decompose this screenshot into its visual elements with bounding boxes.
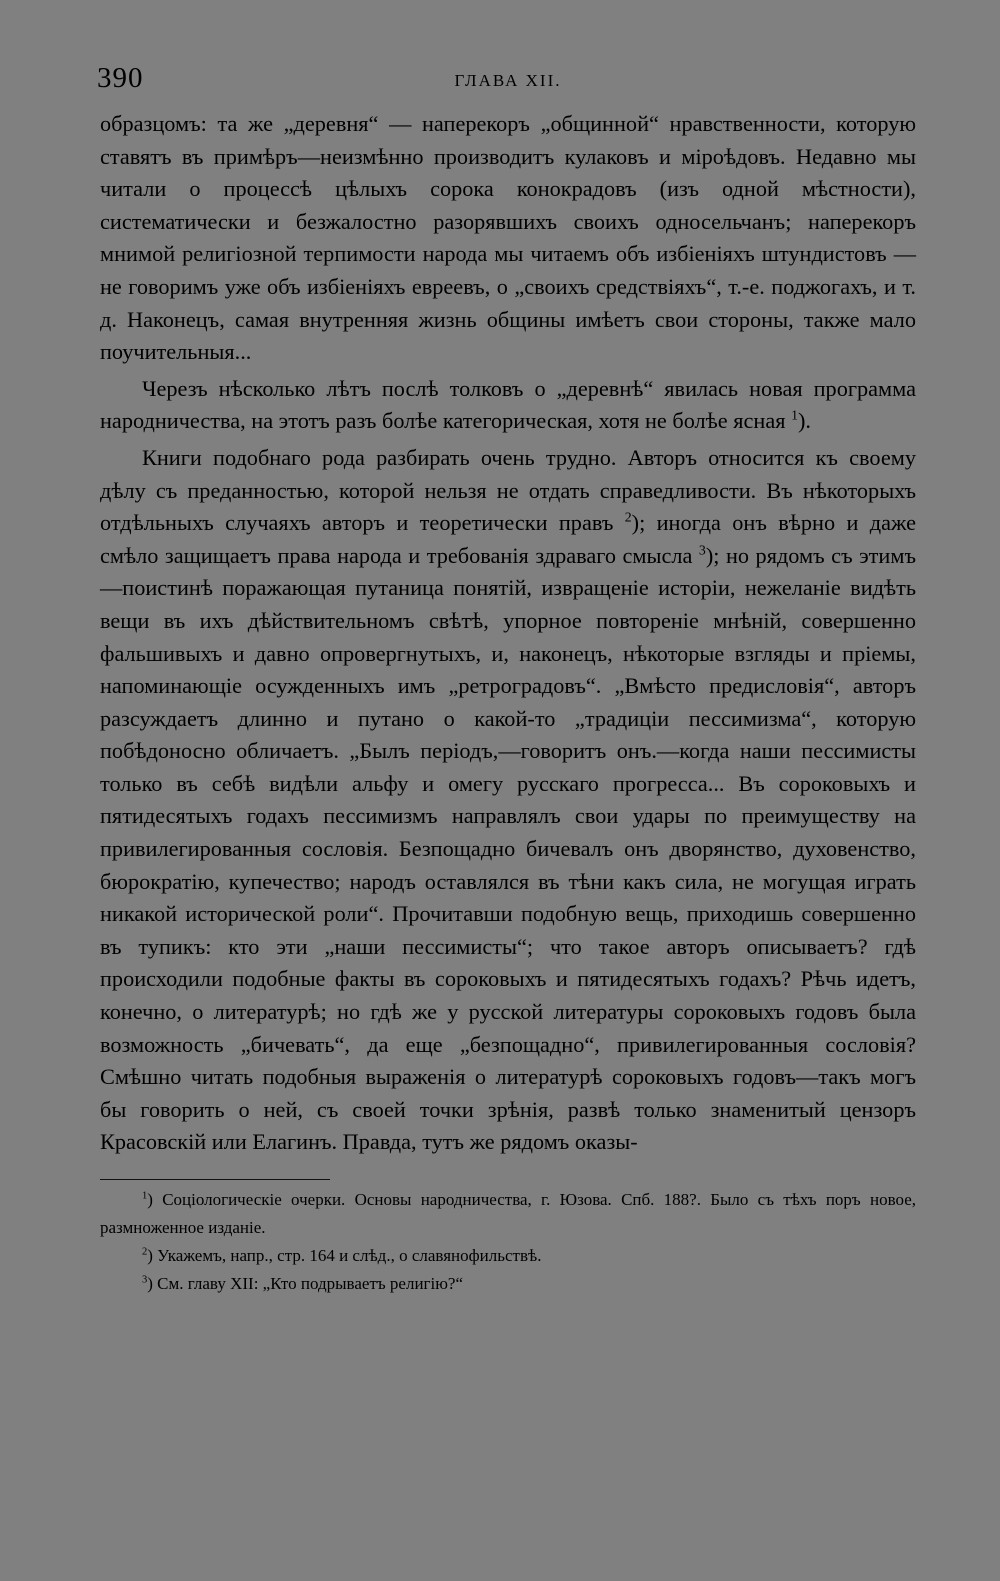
paragraph-2	[100, 373, 916, 438]
footnote-ref-3: 3	[698, 542, 706, 558]
page-number: 390	[97, 62, 144, 94]
paragraph-3-part-c: ); но рядомъ съ этимъ—поистинѣ поражающая путаница понятій, извращеніе исторіи, нежеланіе видѣть вещи въ ихъ дѣйствительномъ свѣтѣ, упорное повтореніе мнѣній, совершенно фальшивыхъ и давно опровергнутыхъ, и, наконецъ, нѣкоторые взгляды и пріемы, напоминающіе осужденныхъ имъ „ретроградовъ“. „Вмѣсто предисловія“, авторъ разсуждаетъ длинно и путано о какой-то „традиціи пессимизма“, которую побѣдоносно обличаетъ. „Былъ періодъ,—говоритъ онъ.—когда наши пессимисты только въ себѣ видѣли альфу и омегу русскаго прогресса... Въ сороковыхъ и пятидесятыхъ годахъ пессимизмъ направлялъ свои удары по преимуществу на привилегированныя сословія. Безпощадно бичевалъ онъ дворянство, духовенство, бюрократію, купечество; народъ оставлялся въ тѣни какъ сила, не могущая играть никакой исторической роли“. Прочитавши подобную вещь, приходишь совершенно въ тупикъ: кто эти „наши пессимисты“; что такое авторъ описываетъ? гдѣ происходили подобные факты въ сороковыхъ и пятидесятыхъ годахъ? Рѣчь идетъ, конечно, о литературѣ; но гдѣ же у русской литературы сороковыхъ годовъ была возможность „бичевать“, да еще „безпощадно“, привилегированныя сословія? Смѣшно читать подобныя выраженія о литературѣ сороковыхъ годовъ—такъ могъ бы говорить о ней, съ своей точки зрѣнія, развѣ только знаменитый цензоръ Красовскій или Елагинъ. Правда, тутъ же рядомъ оказы-	[100, 542, 916, 1155]
footnote-2-mark: 2	[142, 1246, 148, 1258]
footnote-1-text: ) Соціологическіе очерки. Основы народничества, г. Юзова. Спб. 188?. Было съ тѣхъ поръ новое, размноженное изданіе.	[100, 1190, 916, 1237]
footnote-divider	[100, 1179, 330, 1180]
paragraph-3-part-a: Книги подобнаго рода разбирать очень трудно. Авторъ относится къ своему дѣлу съ преданностью, которой нельзя не отдать справедливости. Въ нѣкоторыхъ отдѣльныхъ случаяхъ авторъ и теоретически правъ	[100, 444, 916, 536]
footnote-3-mark: 3	[142, 1274, 148, 1286]
paragraph-1: образцомъ: та же „деревня“ — наперекоръ „общинной“ нравственности, которую ставятъ въ примѣръ—неизмѣнно производитъ кулаковъ и міроѣдовъ. Недавно мы читали о процессѣ цѣлыхъ сорока конокрадовъ (изъ одной мѣстности), систематически и безжалостно разорявшихъ своихъ односельчанъ; наперекоръ мнимой религіозной терпимости народа мы читаемъ объ избіеніяхъ штундистовъ — не говоримъ уже объ избіеніяхъ евреевъ, о „своихъ средствіяхъ“, т.-е. поджогахъ, и т. д. Наконецъ, самая внутренняя жизнь общины имѣетъ свои стороны, также мало поучительныя...	[100, 111, 916, 365]
paragraph-3-part-b: ); иногда онъ вѣрно и даже смѣло защищаетъ права народа и требованія здраваго смысла	[100, 510, 917, 568]
paragraph-2-end: ).	[797, 408, 811, 434]
footnotes	[100, 1186, 916, 1298]
running-head: ГЛАВА XII.	[454, 71, 562, 90]
footnote-3	[100, 1270, 916, 1298]
footnote-1-mark: 1	[142, 1190, 148, 1202]
footnote-ref-2: 2	[624, 509, 632, 525]
footnote-2	[100, 1242, 916, 1270]
book-page	[97, 58, 917, 1538]
paragraph-2-text: Черезъ нѣсколько лѣтъ послѣ толковъ о „деревнѣ“ явилась новая программа народничества, на этотъ разъ болѣе категорическая, хотя не болѣе ясная	[100, 375, 916, 434]
footnote-2-text: ) Укажемъ, напр., стр. 164 и слѣд., о славянофильствѣ.	[147, 1246, 542, 1265]
footnote-1	[100, 1186, 916, 1242]
page-header	[97, 58, 916, 108]
footnote-ref-1: 1	[791, 407, 798, 423]
main-text	[100, 108, 916, 1159]
paragraph-3	[100, 442, 916, 1159]
footnote-3-text: ) См. главу XII: „Кто подрываетъ религію?“	[147, 1274, 464, 1293]
